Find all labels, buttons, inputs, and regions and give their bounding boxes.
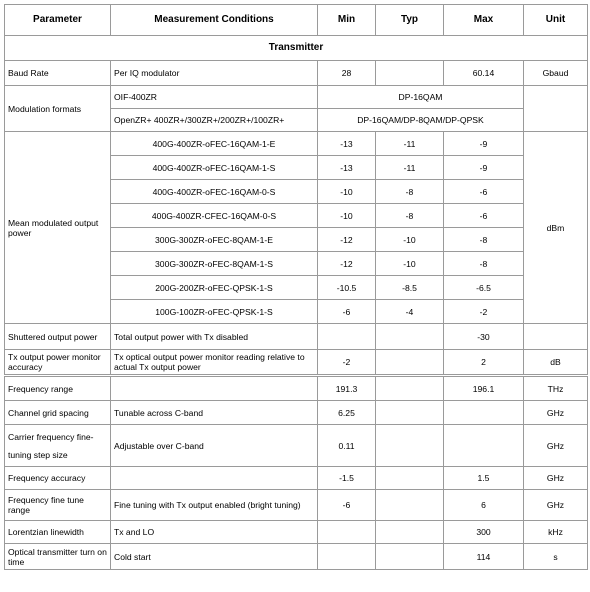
header-min: Min bbox=[318, 5, 376, 36]
min-cell: -13 bbox=[318, 132, 376, 156]
unit-cell: dB bbox=[524, 350, 588, 376]
condition-cell: OIF-400ZR bbox=[111, 86, 318, 109]
value-cell: DP-16QAM/DP-8QAM/DP-QPSK bbox=[318, 109, 524, 132]
condition-cell bbox=[111, 467, 318, 490]
min-cell: 0.11 bbox=[318, 425, 376, 467]
table-row bbox=[5, 401, 588, 425]
table-row bbox=[5, 376, 588, 401]
condition-cell: Total output power with Tx disabled bbox=[111, 324, 318, 350]
max-cell bbox=[444, 401, 524, 425]
section-row bbox=[5, 36, 588, 61]
typ-cell bbox=[376, 61, 444, 86]
max-cell: -8 bbox=[444, 228, 524, 252]
condition-cell: 400G-400ZR-oFEC-16QAM-0-S bbox=[111, 180, 318, 204]
section-title: Transmitter bbox=[5, 36, 588, 61]
min-cell: -1.5 bbox=[318, 467, 376, 490]
max-cell bbox=[444, 425, 524, 467]
typ-cell bbox=[376, 376, 444, 401]
max-cell: -8 bbox=[444, 252, 524, 276]
condition-cell: Tx optical output power monitor reading relative to actual Tx output power bbox=[111, 350, 318, 376]
condition-cell: OpenZR+ 400ZR+/300ZR+/200ZR+/100ZR+ bbox=[111, 109, 318, 132]
table-row bbox=[5, 467, 588, 490]
max-cell: 196.1 bbox=[444, 376, 524, 401]
condition-cell: Adjustable over C-band bbox=[111, 425, 318, 467]
condition-cell: 100G-100ZR-oFEC-QPSK-1-S bbox=[111, 300, 318, 324]
condition-cell bbox=[111, 376, 318, 401]
min-cell: -12 bbox=[318, 252, 376, 276]
condition-cell: Tx and LO bbox=[111, 521, 318, 544]
param-cell: Lorentzian linewidth bbox=[5, 521, 111, 544]
min-cell bbox=[318, 544, 376, 570]
unit-cell bbox=[524, 86, 588, 132]
min-cell: 28 bbox=[318, 61, 376, 86]
table-row bbox=[5, 521, 588, 544]
unit-cell: GHz bbox=[524, 425, 588, 467]
header-conditions: Measurement Conditions bbox=[111, 5, 318, 36]
condition-cell: 300G-300ZR-oFEC-8QAM-1-E bbox=[111, 228, 318, 252]
max-cell: -6 bbox=[444, 180, 524, 204]
condition-cell: Per IQ modulator bbox=[111, 61, 318, 86]
table-row bbox=[5, 86, 588, 109]
typ-cell: -8 bbox=[376, 204, 444, 228]
typ-cell: -4 bbox=[376, 300, 444, 324]
min-cell: -12 bbox=[318, 228, 376, 252]
condition-cell: 200G-200ZR-oFEC-QPSK-1-S bbox=[111, 276, 318, 300]
max-cell: -9 bbox=[444, 132, 524, 156]
max-cell: -9 bbox=[444, 156, 524, 180]
unit-cell: s bbox=[524, 544, 588, 570]
min-cell: 191.3 bbox=[318, 376, 376, 401]
typ-cell: -11 bbox=[376, 156, 444, 180]
header-typ: Typ bbox=[376, 5, 444, 36]
typ-cell: -10 bbox=[376, 228, 444, 252]
param-cell: Frequency accuracy bbox=[5, 467, 111, 490]
param-cell: Modulation formats bbox=[5, 86, 111, 132]
max-cell: 60.14 bbox=[444, 61, 524, 86]
typ-cell: -11 bbox=[376, 132, 444, 156]
condition-cell: 300G-300ZR-oFEC-8QAM-1-S bbox=[111, 252, 318, 276]
param-cell: Carrier frequency fine-tuning step size bbox=[5, 425, 111, 467]
min-cell: -6 bbox=[318, 300, 376, 324]
header-row bbox=[5, 5, 588, 36]
typ-cell bbox=[376, 350, 444, 376]
param-cell: Shuttered output power bbox=[5, 324, 111, 350]
param-cell: Mean modulated output power bbox=[5, 132, 111, 324]
min-cell: -10 bbox=[318, 204, 376, 228]
param-cell: Frequency fine tune range bbox=[5, 490, 111, 521]
max-cell: -2 bbox=[444, 300, 524, 324]
max-cell: 300 bbox=[444, 521, 524, 544]
param-cell: Frequency range bbox=[5, 376, 111, 401]
table-row bbox=[5, 490, 588, 521]
spec-table bbox=[4, 4, 588, 570]
unit-cell: GHz bbox=[524, 490, 588, 521]
header-unit: Unit bbox=[524, 5, 588, 36]
typ-cell bbox=[376, 490, 444, 521]
condition-cell: Fine tuning with Tx output enabled (bright tuning) bbox=[111, 490, 318, 521]
param-cell: Channel grid spacing bbox=[5, 401, 111, 425]
unit-cell: kHz bbox=[524, 521, 588, 544]
table-row bbox=[5, 350, 588, 376]
max-cell: 114 bbox=[444, 544, 524, 570]
unit-cell: Gbaud bbox=[524, 61, 588, 86]
param-cell: Optical transmitter turn on time bbox=[5, 544, 111, 570]
header-max: Max bbox=[444, 5, 524, 36]
min-cell: -10 bbox=[318, 180, 376, 204]
min-cell: -13 bbox=[318, 156, 376, 180]
value-cell: DP-16QAM bbox=[318, 86, 524, 109]
typ-cell bbox=[376, 521, 444, 544]
min-cell: 6.25 bbox=[318, 401, 376, 425]
min-cell bbox=[318, 324, 376, 350]
param-cell: Tx output power monitor accuracy bbox=[5, 350, 111, 376]
unit-cell: dBm bbox=[524, 132, 588, 324]
table-row bbox=[5, 61, 588, 86]
max-cell: -30 bbox=[444, 324, 524, 350]
condition-cell: Cold start bbox=[111, 544, 318, 570]
header-parameter: Parameter bbox=[5, 5, 111, 36]
typ-cell: -8 bbox=[376, 180, 444, 204]
unit-cell: GHz bbox=[524, 401, 588, 425]
table-row bbox=[5, 544, 588, 570]
min-cell: -6 bbox=[318, 490, 376, 521]
table-row bbox=[5, 425, 588, 467]
max-cell: 2 bbox=[444, 350, 524, 376]
unit-cell bbox=[524, 324, 588, 350]
min-cell: -10.5 bbox=[318, 276, 376, 300]
typ-cell bbox=[376, 544, 444, 570]
typ-cell bbox=[376, 425, 444, 467]
typ-cell bbox=[376, 467, 444, 490]
typ-cell: -10 bbox=[376, 252, 444, 276]
table-row bbox=[5, 132, 588, 156]
table-row bbox=[5, 324, 588, 350]
condition-cell: 400G-400ZR-oFEC-16QAM-1-E bbox=[111, 132, 318, 156]
condition-cell: 400G-400ZR-oFEC-16QAM-1-S bbox=[111, 156, 318, 180]
max-cell: -6.5 bbox=[444, 276, 524, 300]
condition-cell: Tunable across C-band bbox=[111, 401, 318, 425]
min-cell bbox=[318, 521, 376, 544]
unit-cell: THz bbox=[524, 376, 588, 401]
min-cell: -2 bbox=[318, 350, 376, 376]
max-cell: -6 bbox=[444, 204, 524, 228]
param-cell: Baud Rate bbox=[5, 61, 111, 86]
condition-cell: 400G-400ZR-CFEC-16QAM-0-S bbox=[111, 204, 318, 228]
typ-cell bbox=[376, 401, 444, 425]
max-cell: 6 bbox=[444, 490, 524, 521]
max-cell: 1.5 bbox=[444, 467, 524, 490]
typ-cell: -8.5 bbox=[376, 276, 444, 300]
unit-cell: GHz bbox=[524, 467, 588, 490]
typ-cell bbox=[376, 324, 444, 350]
